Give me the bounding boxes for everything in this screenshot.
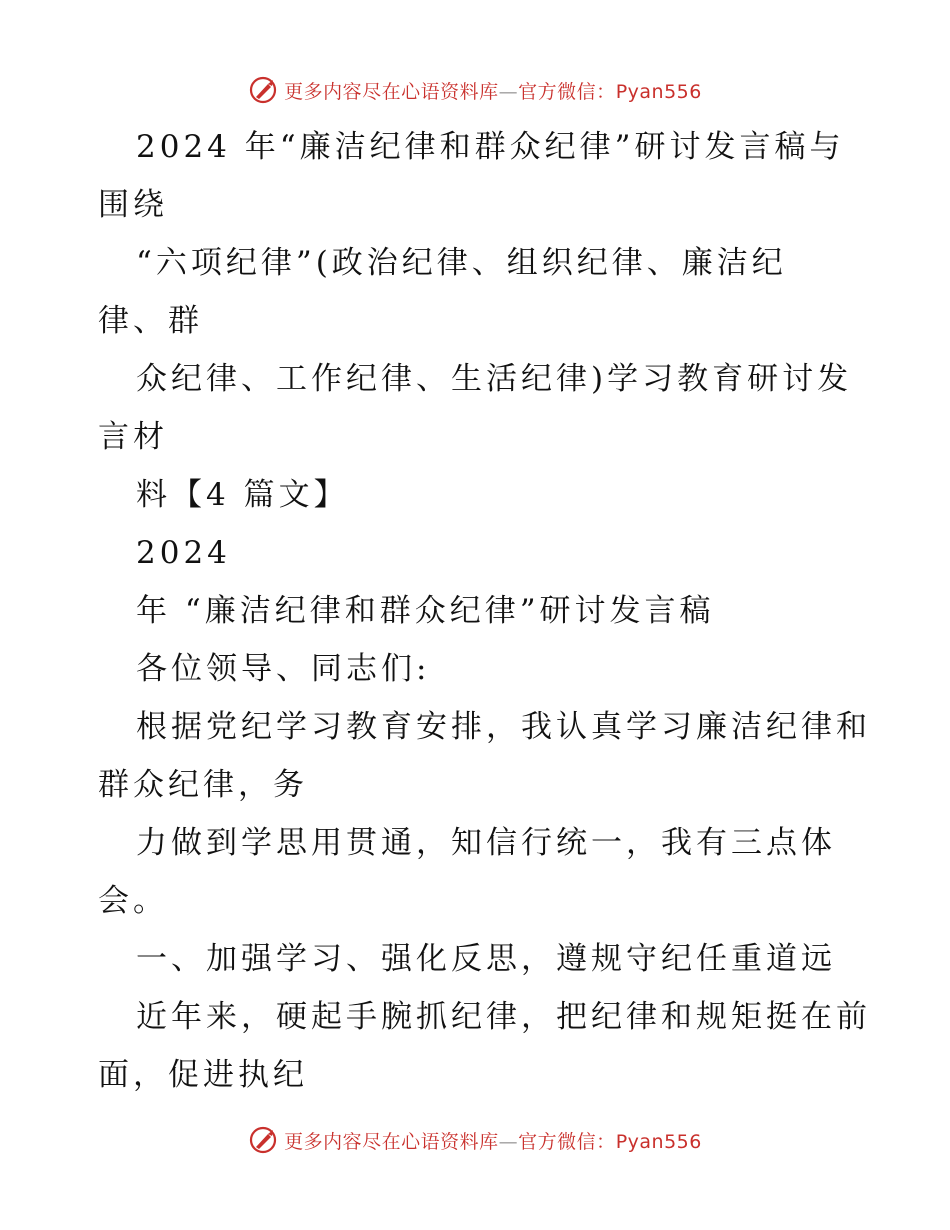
subtitle-heading: 年 “廉洁纪律和群众纪律”研讨发言稿 bbox=[136, 593, 715, 629]
paragraph-line: 面，促进执纪 bbox=[98, 1057, 308, 1093]
quill-logo-icon bbox=[248, 75, 278, 105]
subtitle-year: 2024 bbox=[136, 535, 231, 571]
banner-wechat-label: 官方微信： bbox=[518, 1130, 616, 1153]
banner-wechat-id: Pyan556 bbox=[615, 80, 702, 103]
salutation: 各位领导、同志们: bbox=[136, 651, 431, 687]
banner-wechat-label: 官方微信： bbox=[518, 80, 616, 103]
doc-title-line-3: “六项纪律”(政治纪律、组织纪律、廉洁纪 bbox=[136, 245, 787, 281]
paragraph-line: 力做到学思用贯通，知信行统一，我有三点体 bbox=[136, 825, 836, 861]
paragraph-line: 根据党纪学习教育安排，我认真学习廉洁纪律和 bbox=[136, 709, 871, 745]
paragraph-line: 会。 bbox=[98, 883, 168, 919]
banner-dash: — bbox=[498, 1130, 519, 1153]
doc-title-line-5: 众纪律、工作纪律、生活纪律)学习教育研讨发 bbox=[136, 361, 853, 397]
paragraph-line: 近年来，硬起手腕抓纪律，把纪律和规矩挺在前 bbox=[136, 999, 871, 1035]
quill-logo-icon bbox=[248, 1125, 278, 1155]
doc-title-line-7: 料【4 篇文】 bbox=[136, 477, 349, 513]
doc-title-line-6: 言材 bbox=[98, 419, 168, 455]
doc-title-line-2: 围绕 bbox=[98, 187, 168, 223]
doc-title-line-4: 律、群 bbox=[98, 303, 203, 339]
paragraph-line: 群众纪律，务 bbox=[98, 767, 308, 803]
watermark-banner-bottom bbox=[0, 1120, 950, 1160]
watermark-banner-top bbox=[0, 70, 950, 110]
doc-title-line-1: 2024 年“廉洁纪律和群众纪律”研讨发言稿与 bbox=[136, 129, 845, 165]
banner-main-text: 更多内容尽在心语资料库 bbox=[284, 80, 499, 103]
document-body bbox=[98, 118, 871, 1104]
banner-dash: — bbox=[498, 80, 519, 103]
section-heading-1: 一、加强学习、强化反思，遵规守纪任重道远 bbox=[136, 941, 836, 977]
banner-wechat-id: Pyan556 bbox=[615, 1130, 702, 1153]
banner-main-text: 更多内容尽在心语资料库 bbox=[284, 1130, 499, 1153]
